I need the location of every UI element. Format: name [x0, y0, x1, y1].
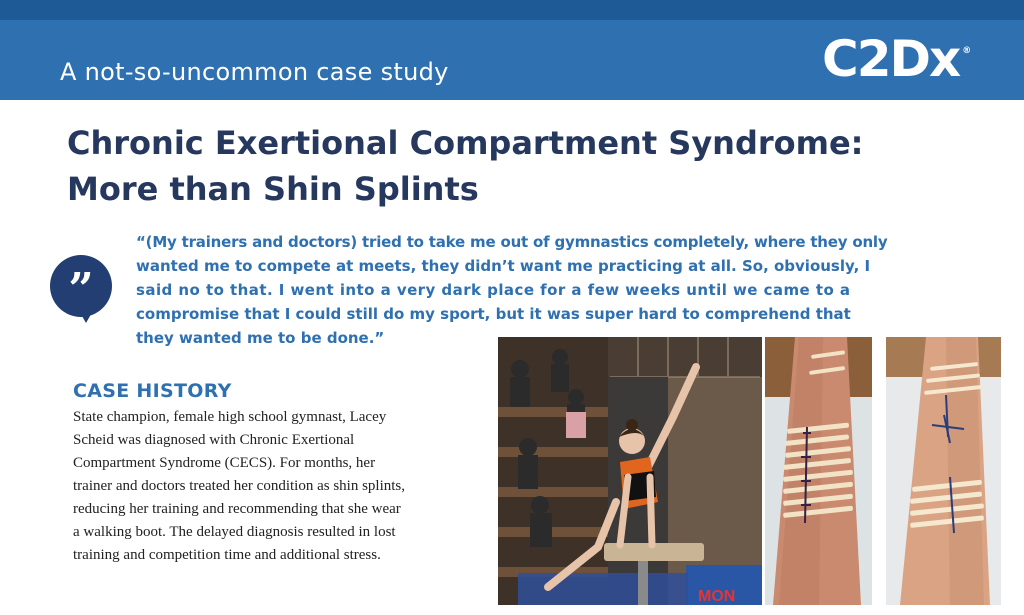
gymnast-photo [498, 337, 762, 605]
case-history-heading: CASE HISTORY [73, 380, 232, 402]
header-stripe [0, 0, 1024, 20]
taped-leg-photo-1 [765, 337, 872, 605]
body-line: Compartment Syndrome (CECS). For months, her [73, 455, 376, 471]
body-line: trainer and doctors treated her condition as shin splints, [73, 478, 405, 494]
quote-line: “(My trainers and doctors) tried to take me out of gymnastics completely, where they only [136, 233, 888, 251]
body-line: reducing her training and recommending that she wear [73, 501, 401, 517]
header-subtitle: A not-so-uncommon case study [60, 58, 449, 86]
case-history-body [73, 406, 483, 567]
leg-illustration-2 [886, 337, 1001, 605]
page-title [67, 120, 967, 212]
header-bar [0, 0, 1024, 100]
testimonial-quote [136, 230, 951, 350]
title-line: Chronic Exertional Compartment Syndrome: [67, 124, 864, 162]
gymnast-illustration [498, 337, 762, 605]
quote-line: wanted me to compete at meets, they didn’t want me practicing at all. So, obviously, I [136, 257, 871, 275]
quote-line: said no to that. I went into a very dark place for a few weeks until we came to a [136, 281, 851, 299]
logo-registered-mark: ® [962, 46, 972, 56]
leg-illustration-1 [765, 337, 872, 605]
body-line: State champion, female high school gymnast, Lacey [73, 409, 387, 425]
body-line: Scheid was diagnosed with Chronic Exertional [73, 432, 355, 448]
quote-line: compromise that I could still do my sport, but it was super hard to comprehend that [136, 305, 851, 323]
taped-leg-photo-2 [886, 337, 1001, 605]
body-line: training and competition time and additional stress. [73, 547, 381, 563]
body-line: a walking boot. The delayed diagnosis resulted in lost [73, 524, 396, 540]
quote-line: they wanted me to be done.” [136, 329, 385, 347]
quote-marks-glyph: ” [68, 264, 94, 315]
quotation-bubble-icon [50, 255, 112, 317]
banner-text: MON [698, 588, 736, 605]
title-line: More than Shin Splints [67, 170, 479, 208]
c2dx-logo [822, 30, 972, 88]
logo-text: C2Dx [822, 30, 960, 88]
